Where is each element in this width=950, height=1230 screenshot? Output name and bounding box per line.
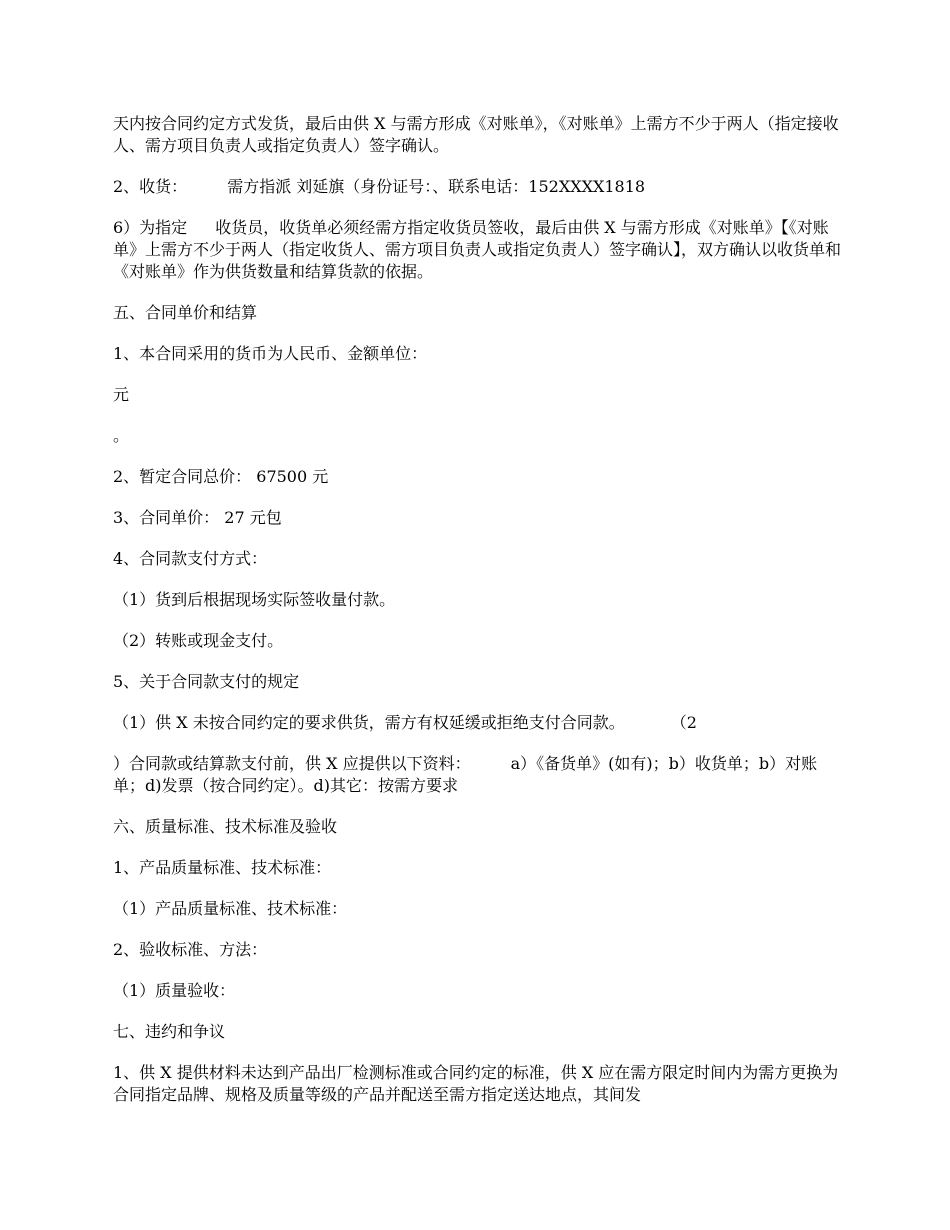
paragraph-quality-standard-item [113, 898, 843, 920]
section-heading: 六、质量标准、技术标准及验收 [113, 817, 338, 836]
paragraph-text: （1）产品质量标准、技术标准： [113, 899, 348, 918]
section-heading: 七、违约和争议 [113, 1022, 226, 1041]
paragraph-period [113, 425, 843, 447]
paragraph-receiving [113, 176, 843, 198]
paragraph-payment-rules [113, 671, 843, 693]
section-heading-quality [113, 816, 843, 838]
paragraph-text: （2 [670, 713, 697, 732]
paragraph-text: 需方指派 刘延旗（身份证号：、联系电话：152XXXX1818 [227, 177, 646, 196]
paragraph-payment-item-1 [113, 589, 843, 611]
paragraph-text: （1）供 X 未按合同约定的要求供货，需方有权延缓或拒绝支付合同款。 [113, 713, 625, 732]
paragraph-text: 5、关于合同款支付的规定 [113, 672, 300, 691]
paragraph-delivery-continued [113, 113, 843, 157]
paragraph-breach-1 [113, 1062, 843, 1106]
paragraph-payment-method [113, 548, 843, 570]
paragraph-quality-acceptance [113, 980, 843, 1002]
paragraph-text: 6）为指定 [113, 218, 188, 237]
paragraph-text: 1、本合同采用的货币为人民币、金额单位： [113, 344, 428, 363]
paragraph-text: ）合同款或结算款支付前，供 X 应提供以下资料： [113, 754, 471, 773]
document-body [113, 113, 843, 1125]
paragraph-text: （1）质量验收： [113, 981, 236, 1000]
paragraph-text: （1）货到后根据现场实际签收量付款。 [113, 590, 396, 609]
paragraph-text: 1、产品质量标准、技术标准： [113, 858, 332, 877]
paragraph-currency-unit [113, 384, 843, 406]
paragraph-currency [113, 343, 843, 365]
paragraph-text: 4、合同款支付方式： [113, 549, 268, 568]
section-heading: 五、合同单价和结算 [113, 303, 258, 322]
paragraph-unit-price [113, 507, 843, 529]
section-heading-breach [113, 1021, 843, 1043]
paragraph-text: 元 [113, 385, 130, 404]
paragraph-text: 3、合同单价： 27 元包 [113, 508, 282, 527]
paragraph-quality-standard [113, 857, 843, 879]
paragraph-payment-rule-1 [113, 712, 843, 734]
paragraph-text: 。 [113, 426, 130, 445]
paragraph-text: （2）转账或现金支付。 [113, 631, 284, 650]
paragraph-text: 收货员，收货单必须经需方指定收货员签收，最后由供 X 与需方形成《对账单》【《对账单》上需方不少于两人（指定收货人、需方项目负责人或指定负责人）签字确认】，双方确认以收货单和《对账单》作为供货数量和结算货款的依据。 [113, 218, 842, 281]
paragraph-payment-rule-2 [113, 753, 843, 797]
paragraph-payment-item-2 [113, 630, 843, 652]
paragraph-text: 2、暂定合同总价： 67500 元 [113, 467, 329, 486]
paragraph-receiver-designation [113, 217, 843, 283]
paragraph-total-price [113, 466, 843, 488]
section-heading-price-settlement [113, 302, 843, 324]
paragraph-text: a）《备货单》(如有)；b）收货单；b）对账单；d)发票（按合同约定）。d)其它：按需方要求 [113, 754, 818, 795]
paragraph-text: 2、收货： [113, 177, 188, 196]
paragraph-text: 天内按合同约定方式发货，最后由供 X 与需方形成《对账单》，《对账单》上需方不少于两人（指定接收人、需方项目负责人或指定负责人）签字确认。 [113, 114, 839, 155]
paragraph-text: 1、供 X 提供材料未达到产品出厂检测标准或合同约定的标准，供 X 应在需方限定时间内为需方更换为合同指定品牌、规格及质量等级的产品并配送至需方指定送达地点，其间发 [113, 1063, 839, 1104]
paragraph-acceptance-standard [113, 939, 843, 961]
paragraph-text: 2、验收标准、方法： [113, 940, 268, 959]
